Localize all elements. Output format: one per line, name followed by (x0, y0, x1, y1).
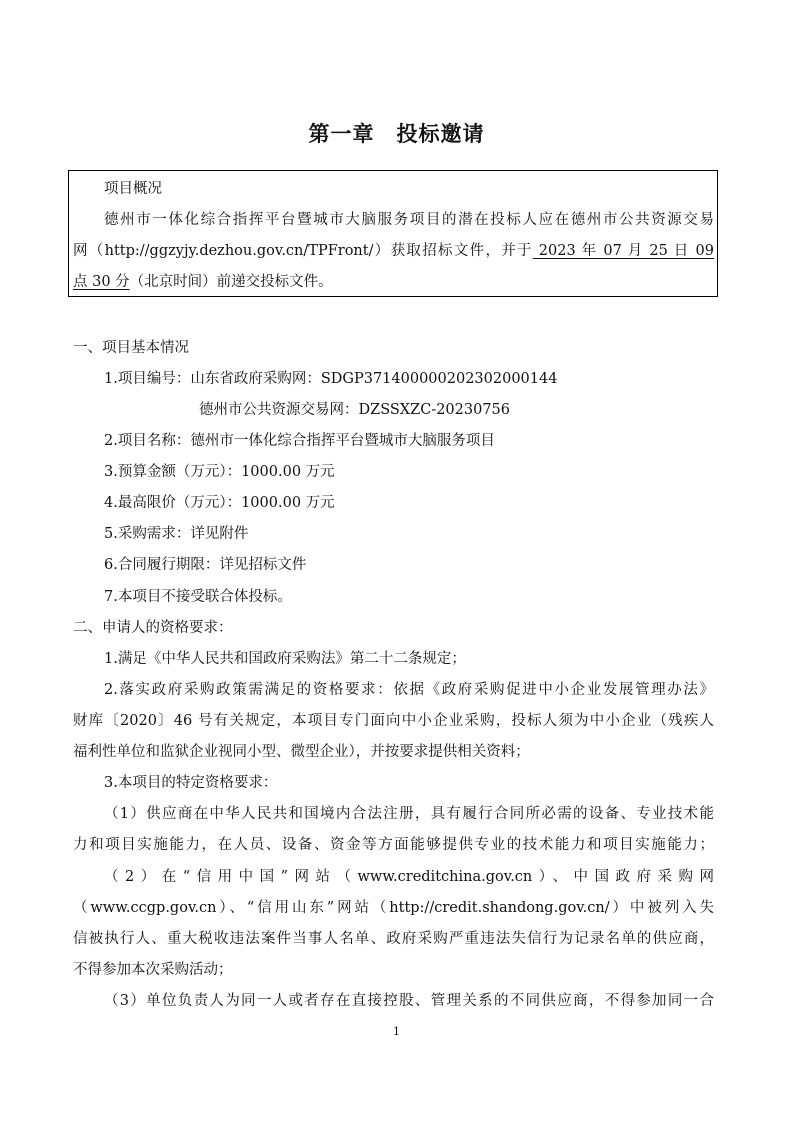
specific-req-1-line-2: 力和项目实施能力，在人员、设备、资金等方面能够提供专业的技术能力和项目实施能力； (73, 837, 714, 853)
requirement-2-line-2: 财库〔2020〕46 号有关规定，本项目专门面向中小企业采购，投标人须为中小企业（残疾人 (73, 713, 714, 729)
overview-line-2 (73, 241, 714, 261)
requirement-2-line-3: 福利性单位和监狱企业视同小型、微型企业），并按要求提供相关资料； (73, 744, 530, 760)
requirement-2-line-1: 2.落实政府采购政策需满足的资格要求：依据《政府采购促进中小企业发展管理办法》 (104, 682, 714, 698)
deadline-date: 2023 年 07 月 25 日 09 (532, 243, 714, 259)
procurement-needs-line: 5.采购需求：详见附件 (104, 526, 249, 542)
requirement-1: 1.满足《中华人民共和国政府采购法》第二十二条规定； (104, 651, 466, 667)
overview-line-3-text: （北京时间）前递交投标文件。 (129, 274, 333, 290)
specific-req-2-line-2: （www.ccgp.gov.cn）、“信用山东”网站（http://credit.shandong.gov.cn/）中被列入失 (73, 900, 714, 916)
section-2-heading: 二、申请人的资格要求： (73, 620, 233, 636)
specific-req-3-line-1: （3）单位负责人为同一人或者存在直接控股、管理关系的不同供应商，不得参加同一合 (104, 993, 714, 1009)
overview-line-3 (73, 272, 333, 292)
overview-line-2-text: 网（http://ggzyjy.dezhou.gov.cn/TPFront/）获取招标文件，并于 (73, 243, 533, 259)
specific-req-2-line-1: （2）在“信用中国”网站（www.creditchina.gov.cn）、中国政府采购网 (104, 869, 714, 885)
specific-req-2-line-3: 信被执行人、重大税收违法案件当事人名单、政府采购严重违法失信行为记录名单的供应商， (73, 931, 714, 947)
consortium-line: 7.本项目不接受联合体投标。 (104, 589, 292, 605)
page-title: 第一章 投标邀请 (308, 122, 485, 146)
project-number-line-2: 德州市公共资源交易网：DZSSXZC-20230756 (199, 402, 511, 418)
max-price-line: 4.最高限价（万元）：1000.00 万元 (104, 495, 335, 511)
project-name-line: 2.项目名称：德州市一体化综合指挥平台暨城市大脑服务项目 (104, 433, 495, 449)
deadline-time: 点 30 分 (73, 274, 130, 290)
specific-req-2-line-4: 不得参加本次采购活动； (73, 962, 233, 978)
project-number-line: 1.项目编号：山东省政府采购网：SDGP371400000202302000144 (104, 371, 558, 387)
overview-line-1: 德州市一体化综合指挥平台暨城市大脑服务项目的潜在投标人应在德州市公共资源交易 (104, 212, 714, 228)
requirement-3: 3.本项目的特定资格要求： (104, 775, 278, 791)
overview-heading: 项目概况 (104, 181, 162, 197)
budget-line: 3.预算金额（万元）：1000.00 万元 (104, 464, 335, 480)
contract-period-line: 6.合同履行期限：详见招标文件 (104, 557, 307, 573)
section-1-heading: 一、项目基本情况 (73, 340, 189, 356)
specific-req-1-line-1: （1）供应商在中华人民共和国境内合法注册，具有履行合同所必需的设备、专业技术能 (104, 806, 714, 822)
page-number: 1 (393, 1025, 400, 1038)
